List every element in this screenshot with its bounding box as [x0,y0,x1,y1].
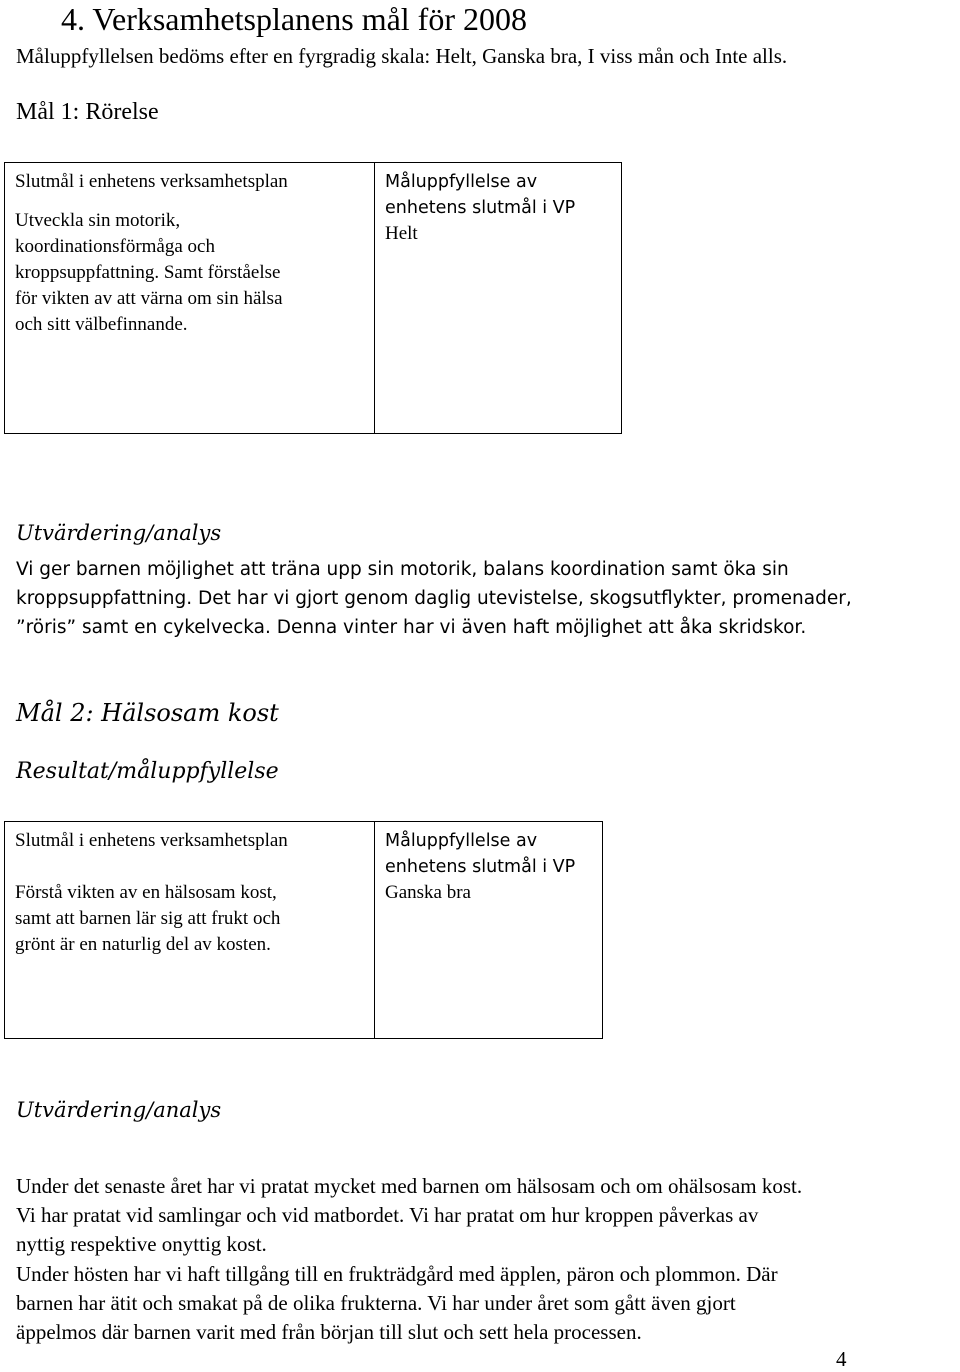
goal2-fulfilment-cell [375,822,603,1039]
goal1-target-cell [5,163,375,434]
page-number: 4 [836,1347,847,1371]
goal2-left-line: grönt är en naturlig del av kosten. [15,934,271,955]
text-line: Vi har pratat vid samlingar och vid matbordet. Vi har pratat om hur kroppen påverkas av [16,1203,759,1228]
goal1-left-line: för vikten av att värna om sin hälsa [15,288,283,309]
goal2-table [4,821,603,1039]
goal2-evaluation-heading: Utvärdering/analys [16,1098,222,1122]
goal2-evaluation-text [16,1172,956,1347]
text-line: barnen har ätit och smakat på de olika frukterna. Vi har under året som gått även gjort [16,1290,736,1315]
goal1-right-header-line: enhetens slutmål i VP [385,198,576,218]
goal2-result-heading: Resultat/måluppfyllelse [16,759,279,784]
goal1-evaluation-text [16,555,946,642]
text-line: ”röris” samt en cykelvecka. Denna vinter har vi även haft möjlighet att åka skridskor. [16,617,807,638]
table-row [5,822,603,1039]
goal1-left-header: Slutmål i enhetens verksamhetsplan [15,171,288,192]
goal1-fulfilment-value: Helt [385,223,418,244]
text-line: Under det senaste året har vi pratat mycket med barnen om hälsosam och om ohälsosam kost. [16,1174,803,1198]
text-line: nyttig respektive onyttig kost. [16,1232,267,1257]
scale-description: Måluppfyllelsen bedöms efter en fyrgradig skala: Helt, Ganska bra, I viss mån och Inte alls. [16,44,788,68]
goal2-right-header-line: enhetens slutmål i VP [385,857,576,877]
goal1-left-line: Utveckla sin motorik, [15,210,181,231]
goal2-left-header: Slutmål i enhetens verksamhetsplan [15,830,288,851]
goal1-evaluation-heading: Utvärdering/analys [16,521,222,545]
goal2-title: Mål 2: Hälsosam kost [16,699,279,727]
goal1-title: Mål 1: Rörelse [16,99,159,125]
table-row [5,163,622,434]
goal2-fulfilment-value: Ganska bra [385,882,471,903]
text-line: kroppsuppfattning. Det har vi gjort genom daglig utevistelse, skogsutflykter, promenader, [16,588,852,609]
goal1-left-line: kroppsuppfattning. Samt förståelse [15,262,281,283]
text-line: Vi ger barnen möjlighet att träna upp sin motorik, balans koordination samt öka sin [16,559,789,580]
goal1-left-line: koordinationsförmåga och [15,236,215,257]
section-title: 4. Verksamhetsplanens mål för 2008 [61,1,527,37]
goal2-right-header-line: Måluppfyllelse av [385,831,538,851]
goal1-fulfilment-cell [375,163,622,434]
goal2-left-line: samt att barnen lär sig att frukt och [15,908,281,929]
goal1-table [4,162,622,434]
goal2-target-cell [5,822,375,1039]
goal1-right-header-line: Måluppfyllelse av [385,172,538,192]
text-line: äppelmos där barnen varit med från början till slut och sett hela processen. [16,1320,642,1345]
text-line: Under hösten har vi haft tillgång till en frukträdgård med äpplen, päron och plommon. Där [16,1261,778,1286]
goal1-left-line: och sitt välbefinnande. [15,314,188,335]
goal2-left-line: Förstå vikten av en hälsosam kost, [15,882,277,903]
